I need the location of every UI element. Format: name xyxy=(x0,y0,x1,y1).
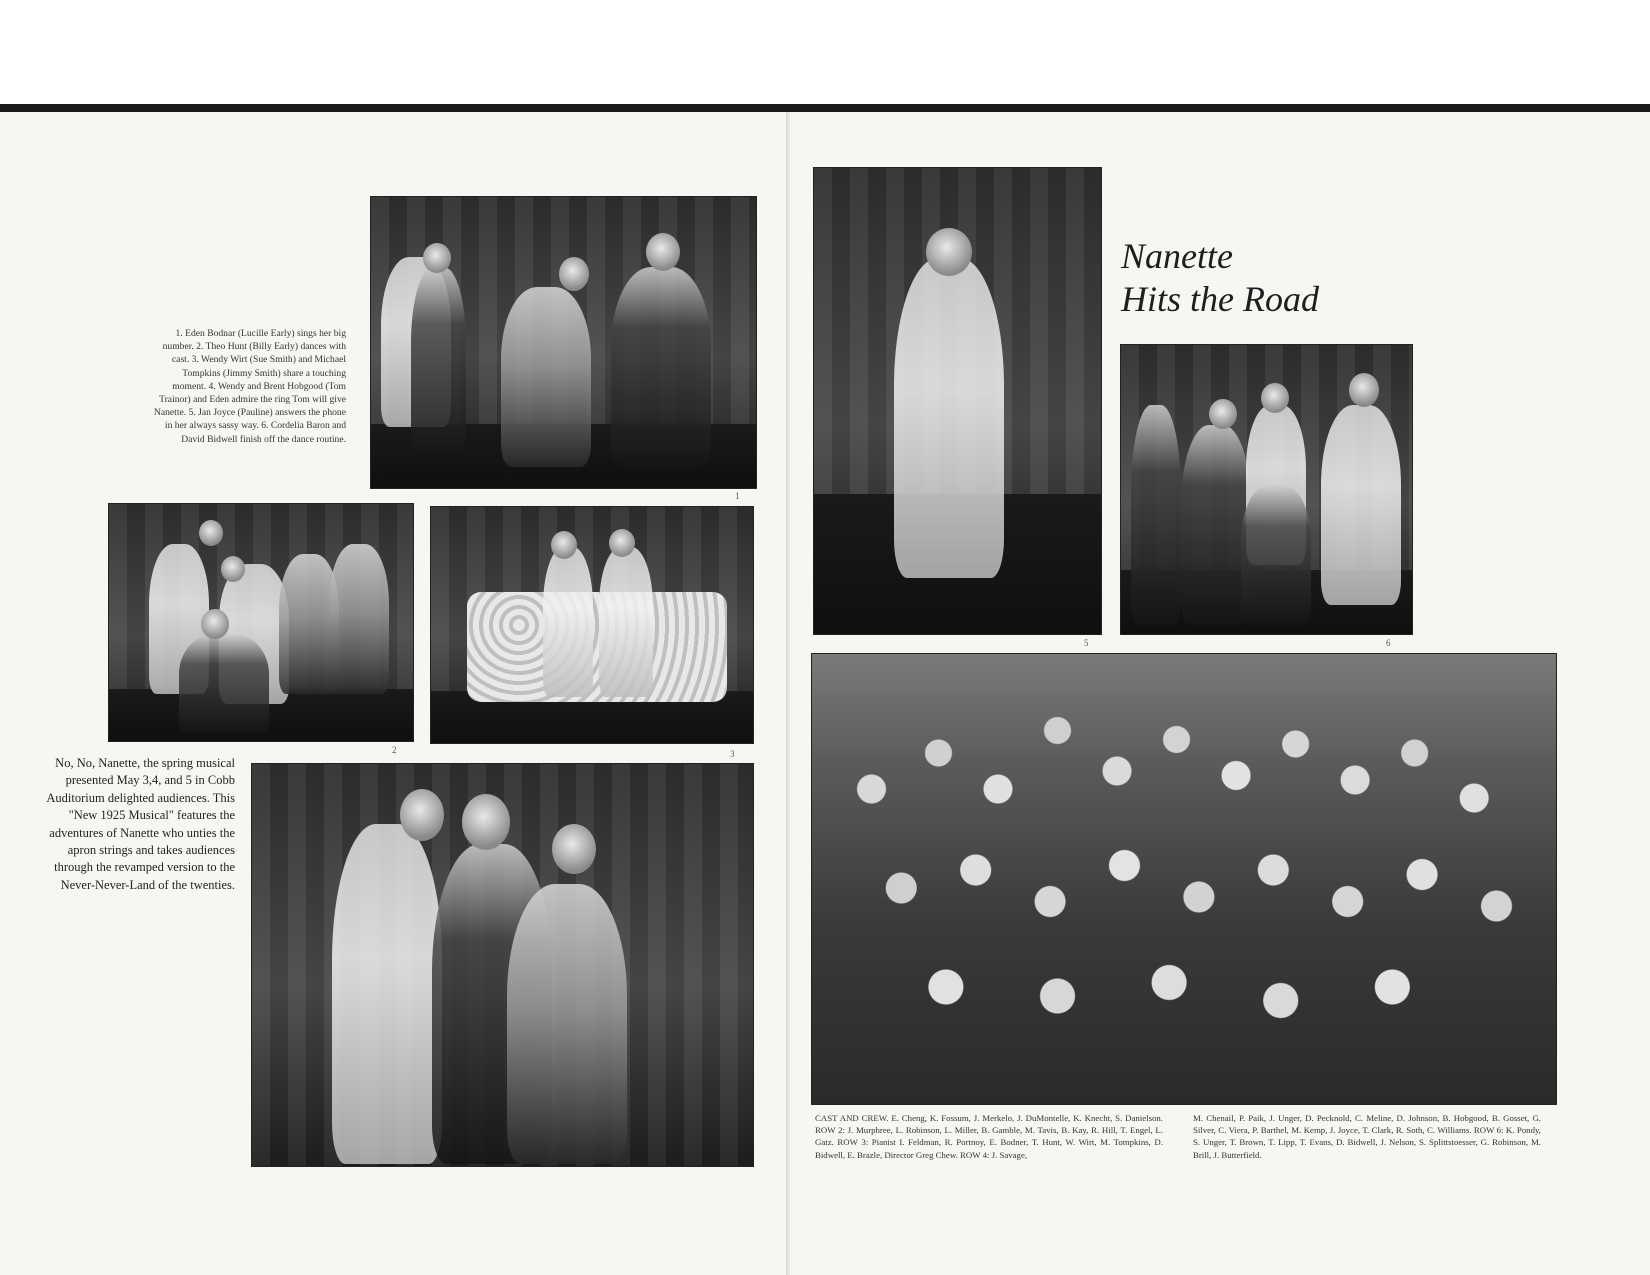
photo-6-dance-routine xyxy=(1120,344,1413,635)
figure-number-1: 1 xyxy=(735,491,740,501)
figure-number-6: 6 xyxy=(1386,638,1391,648)
figure-number-3: 3 xyxy=(730,749,735,759)
photo-caption: 1. Eden Bodnar (Lucille Early) sings her big number. 2. Theo Hunt (Billy Early) dances with cast. 3. Wendy Wirt (Sue Smith) and Michael Tompkins (Jimmy Smith) share a touching moment. 4. Wendy and Brent Hobgood (Tom Trainor) and Eden admire the ring Tom will give Nanette. 5. Jan Joyce (Pauline) answers the phone in her always sassy way. 6. Cordelia Baron and David Bidwell finish off the dance routine. xyxy=(153,328,346,445)
photo-1-big-number xyxy=(370,196,757,489)
page-title xyxy=(1121,235,1421,321)
title-line-2: Hits the Road xyxy=(1121,279,1319,319)
page-gutter xyxy=(786,112,790,1275)
title-line-1: Nanette xyxy=(1121,236,1233,276)
photo-5-phone-call xyxy=(813,167,1102,635)
photo-3-touching-moment xyxy=(430,506,754,744)
intro-paragraph: No, No, Nanette, the spring musical presented May 3,4, and 5 in Cobb Auditorium delighted audiences. This "New 1925 Musical" features the adventures of Nanette who unties the apron strings and takes audiences through the revamped version to the Never-Never-Land of the twenties. xyxy=(46,756,235,892)
cast-list-right-column: M. Chenail, P. Paik, J. Unger, D. Pecknold, C. Meline, D. Johnson, B. Hobgood, B. Gosset, G. Silver, C. Viera, P. Barthel, M. Kemp, J. Joyce, T. Clark, R. Soth, C. Williams. ROW 6: K. Pondy, S. Unger, T. Brown, T. Lipp, T. Evans, D. Bidwell, J. Nelson, S. Splittstoesser, G. Robinson, M. Brill, J. Butterfield. xyxy=(1193,1113,1541,1160)
top-binding-bar xyxy=(0,104,1650,112)
photo-cast-and-crew-group xyxy=(811,653,1557,1105)
cast-list-left-column: CAST AND CREW. E. Cheng, K. Fossum, J. Merkelo, J. DuMontelle, K. Knecht, S. Danielson. ROW 2: J. Murphree, L. Robinson, L. Miller, B. Gamble, M. Tavis, B. Kay, R. Hill, T. Engel, L. Gatz. ROW 3: Pianist I. Feldman, R. Portnoy, E. Bodner, T. Hunt, W. Wirt, M. Tompkins, D. Bidwell, E. Brazle, Director Greg Chew. ROW 4: J. Savage, xyxy=(815,1113,1163,1160)
figure-number-5: 5 xyxy=(1084,638,1089,648)
figure-number-2: 2 xyxy=(392,745,397,755)
photo-2-dances-with-cast xyxy=(108,503,414,742)
photo-4-admire-ring xyxy=(251,763,754,1167)
